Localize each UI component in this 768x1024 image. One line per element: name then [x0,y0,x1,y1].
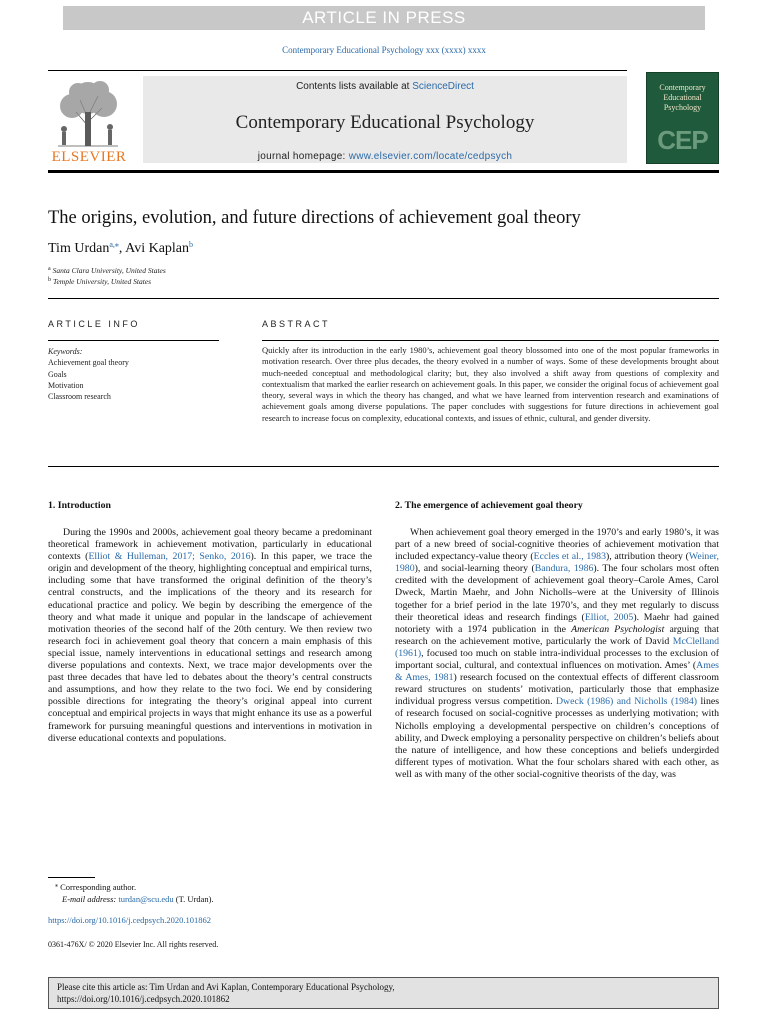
homepage-prefix: journal homepage: [257,151,349,162]
keywords-list [48,346,129,402]
abstract-rule [262,340,719,341]
footnote-text: Corresponding author. [58,882,137,892]
citation-link[interactable]: Ames & Ames, 1981 [395,660,719,684]
citation-link[interactable]: McClelland (1961) [395,635,719,659]
affiliation [48,277,151,286]
masthead-box [143,76,627,163]
introduction-paragraph [48,527,372,745]
body-text: ). The four scholars most often credited with the development of achievement goal theory–Carole Ames, Carol Dweck, Martin Maehr, and John Nicholls–were at the University of Illinois together for a brief period in the late 1970’s, and they met regularly to discuss their theoretical ideas and research findings ( [395,563,720,623]
journal-name-italic: American Psychologist [571,623,665,635]
author-name[interactable]: , Avi Kaplan [118,241,190,256]
author-name[interactable]: Tim Urdan [48,241,110,256]
citation-link[interactable]: Elliot, 2005 [584,611,634,623]
sciencedirect-link[interactable]: ScienceDirect [412,81,474,92]
emergence-column [395,527,719,781]
journal-reference-link[interactable]: Contemporary Educational Psychology xxx (xxxx) xxxx [282,45,486,55]
body-text: , focused too much on stable intra-individual processes to the exclusion of important social, cultural, and contextual influences on motivation. Ames’ ( [395,647,719,672]
abstract-bottom-rule [48,466,719,467]
doi-link[interactable]: https://doi.org/10.1016/j.cedpsych.2020.101862 [48,915,211,925]
body-text: lines of research focused on social-cognitive processes as underlying motivation; with Nicholls employing a developmental perspective on children’s conceptions of ability, and Dweck employing a personality perspective on children’s beliefs about the nature of intelligence, and how these conceptions and beliefs undergirded different types of motivation. What the four scholars shared with each other, as well as with many of the other social-cognitive theorists of the day, was [395,696,720,780]
affiliation-mark: a [48,266,51,272]
journal-cover-thumbnail[interactable] [646,72,719,164]
keyword: Motivation [48,380,84,390]
article-title: The origins, evolution, and future directions of achievement goal theory [48,208,581,228]
journal-homepage-line [143,151,627,162]
header-rule [48,70,627,71]
email-note [62,894,214,904]
email-suffix: (T. Urdan). [173,894,214,904]
cover-title: Contemporary Educational Psychology [659,83,706,112]
citation-link[interactable]: Bandura, 1986 [534,563,594,575]
issn-copyright: 0361-476X/ © 2020 Elsevier Inc. All rights reserved. [48,940,219,949]
email-label: E-mail address: [62,894,119,904]
article-info-heading: ARTICLE INFO [48,319,140,329]
section-heading-introduction: 1. Introduction [48,500,111,511]
citation-link[interactable]: Elliot & Hulleman, 2017; Senko, 2016 [88,551,251,563]
footnote-rule [48,877,95,878]
journal-homepage-link[interactable]: www.elsevier.com/locate/cedpsych [348,151,513,162]
affiliation-text: Temple University, United States [53,277,152,286]
citation-line: Please cite this article as: Tim Urdan and Avi Kaplan, Contemporary Educational Psychology, [57,982,395,992]
body-text: ) research focused on the contextual effects of different classroom reward structures on students’ motivation, particularly those that emphasize individual progress versus competition. [395,672,719,708]
author-line [48,240,193,257]
emergence-paragraph [395,527,719,781]
abstract-text: Quickly after its introduction in the early 1980’s, achievement goal theory blossomed into one of the most popular frameworks in motivation research. Over three plus decades, the theory evolved in a number of ways. Some of these developments brought about much-needed conceptual and methodological clarity; but, they also involved a shift away from questions of complexity and contextualism that marked the earlier research on achievement goals. In this paper, we consider the original focus of achievement goal theory, several ways in which the theory has changed, and what we have learned from intervention research and examinations of achievement goals among diverse populations. The paper concludes with suggestions for future directions in achievement goal research to increase focus on complexity, educational contexts, and issues of ethnic, cultural, and gender diversity. [262,345,719,423]
masthead-rule [48,170,719,173]
contents-available-line [143,81,627,92]
article-info-rule [48,340,219,341]
affiliation [48,266,166,275]
author-affiliation-marks[interactable]: a,⁎ [109,240,119,249]
cover-monogram: CEP [657,125,708,155]
keyword: Goals [48,369,67,379]
citation-box [48,977,719,1009]
elsevier-wordmark: ELSEVIER [51,149,127,165]
citation-link[interactable]: Eccles et al., 1983 [533,551,606,563]
affiliation-text: Santa Clara University, United States [52,266,166,275]
author-affiliation-marks[interactable]: b [189,240,194,249]
body-text: ), attribution theory ( [605,551,689,563]
email-link[interactable]: turdan@scu.edu [118,894,174,904]
affiliation-mark: b [48,277,51,283]
body-text: ). Maehr had gained notoriety with a 1974 publication in the [395,611,719,635]
body-text: When achievement goal theory emerged in the 1970’s and early 1980’s, it was part of a new breed of social-cognitive theories of achievement motivation that included expectancy-value theory ( [395,527,719,563]
section-rule [48,298,719,299]
body-text: During the 1990s and 2000s, achievement goal theory became a predominant theoretical framework in achievement motivation, particularly in educational contexts ( [48,527,372,563]
citation-link[interactable]: Dweck (1986) and Nicholls (1984) [555,696,698,708]
keyword: Classroom research [48,392,111,402]
citation-link[interactable]: Weiner, 1980 [395,551,719,575]
introduction-column [48,527,372,745]
contents-prefix: Contents lists available at [296,81,413,92]
corresponding-author-note [55,882,136,892]
journal-title: Contemporary Educational Psychology [235,112,535,133]
body-text: arguing that research on the achievement motive, particularly the work of David [395,623,719,647]
body-text: ), and social-learning theory ( [414,563,535,575]
abstract-heading: ABSTRACT [262,319,331,329]
body-text: ). In this paper, we trace the origin and development of the theory, highlighting conceptual and empirical turns, including some that have transformed the original definition of the theory’s central constructs, and the implications of the theory and its research for educational practice and policy. We begin by describing the emergence of the theory and what made it unique and popular in the landscape of achievement motivation theories of the second half of the 20th century. We then review two research foci in achievement goal theory that concern a main emphasis of this special issue, namely interventions in educational settings and research among diverse populations and contexts. Next, we trace major developments over the past three decades that have led to debates about the theory’s central constructs and assumptions, and how they relate to the two foci. We end by considering possible directions for integrating the theory’s original appeal into current conceptual and empirical projects in ways that might enhance its use as a powerful framework for pursuing meaningful questions and interventions in motivation in diverse educational contexts and populations. [48,551,373,744]
citation-doi[interactable]: https://doi.org/10.1016/j.cedpsych.2020.101862 [57,994,230,1004]
article-in-press-banner: ARTICLE IN PRESS [63,6,705,30]
journal-masthead [48,72,719,168]
keywords-label: Keywords: [48,347,83,356]
footnote-mark: ⁎ [55,883,58,889]
section-heading-emergence: 2. The emergence of achievement goal theory [395,500,583,511]
keyword: Achievement goal theory [48,358,129,368]
